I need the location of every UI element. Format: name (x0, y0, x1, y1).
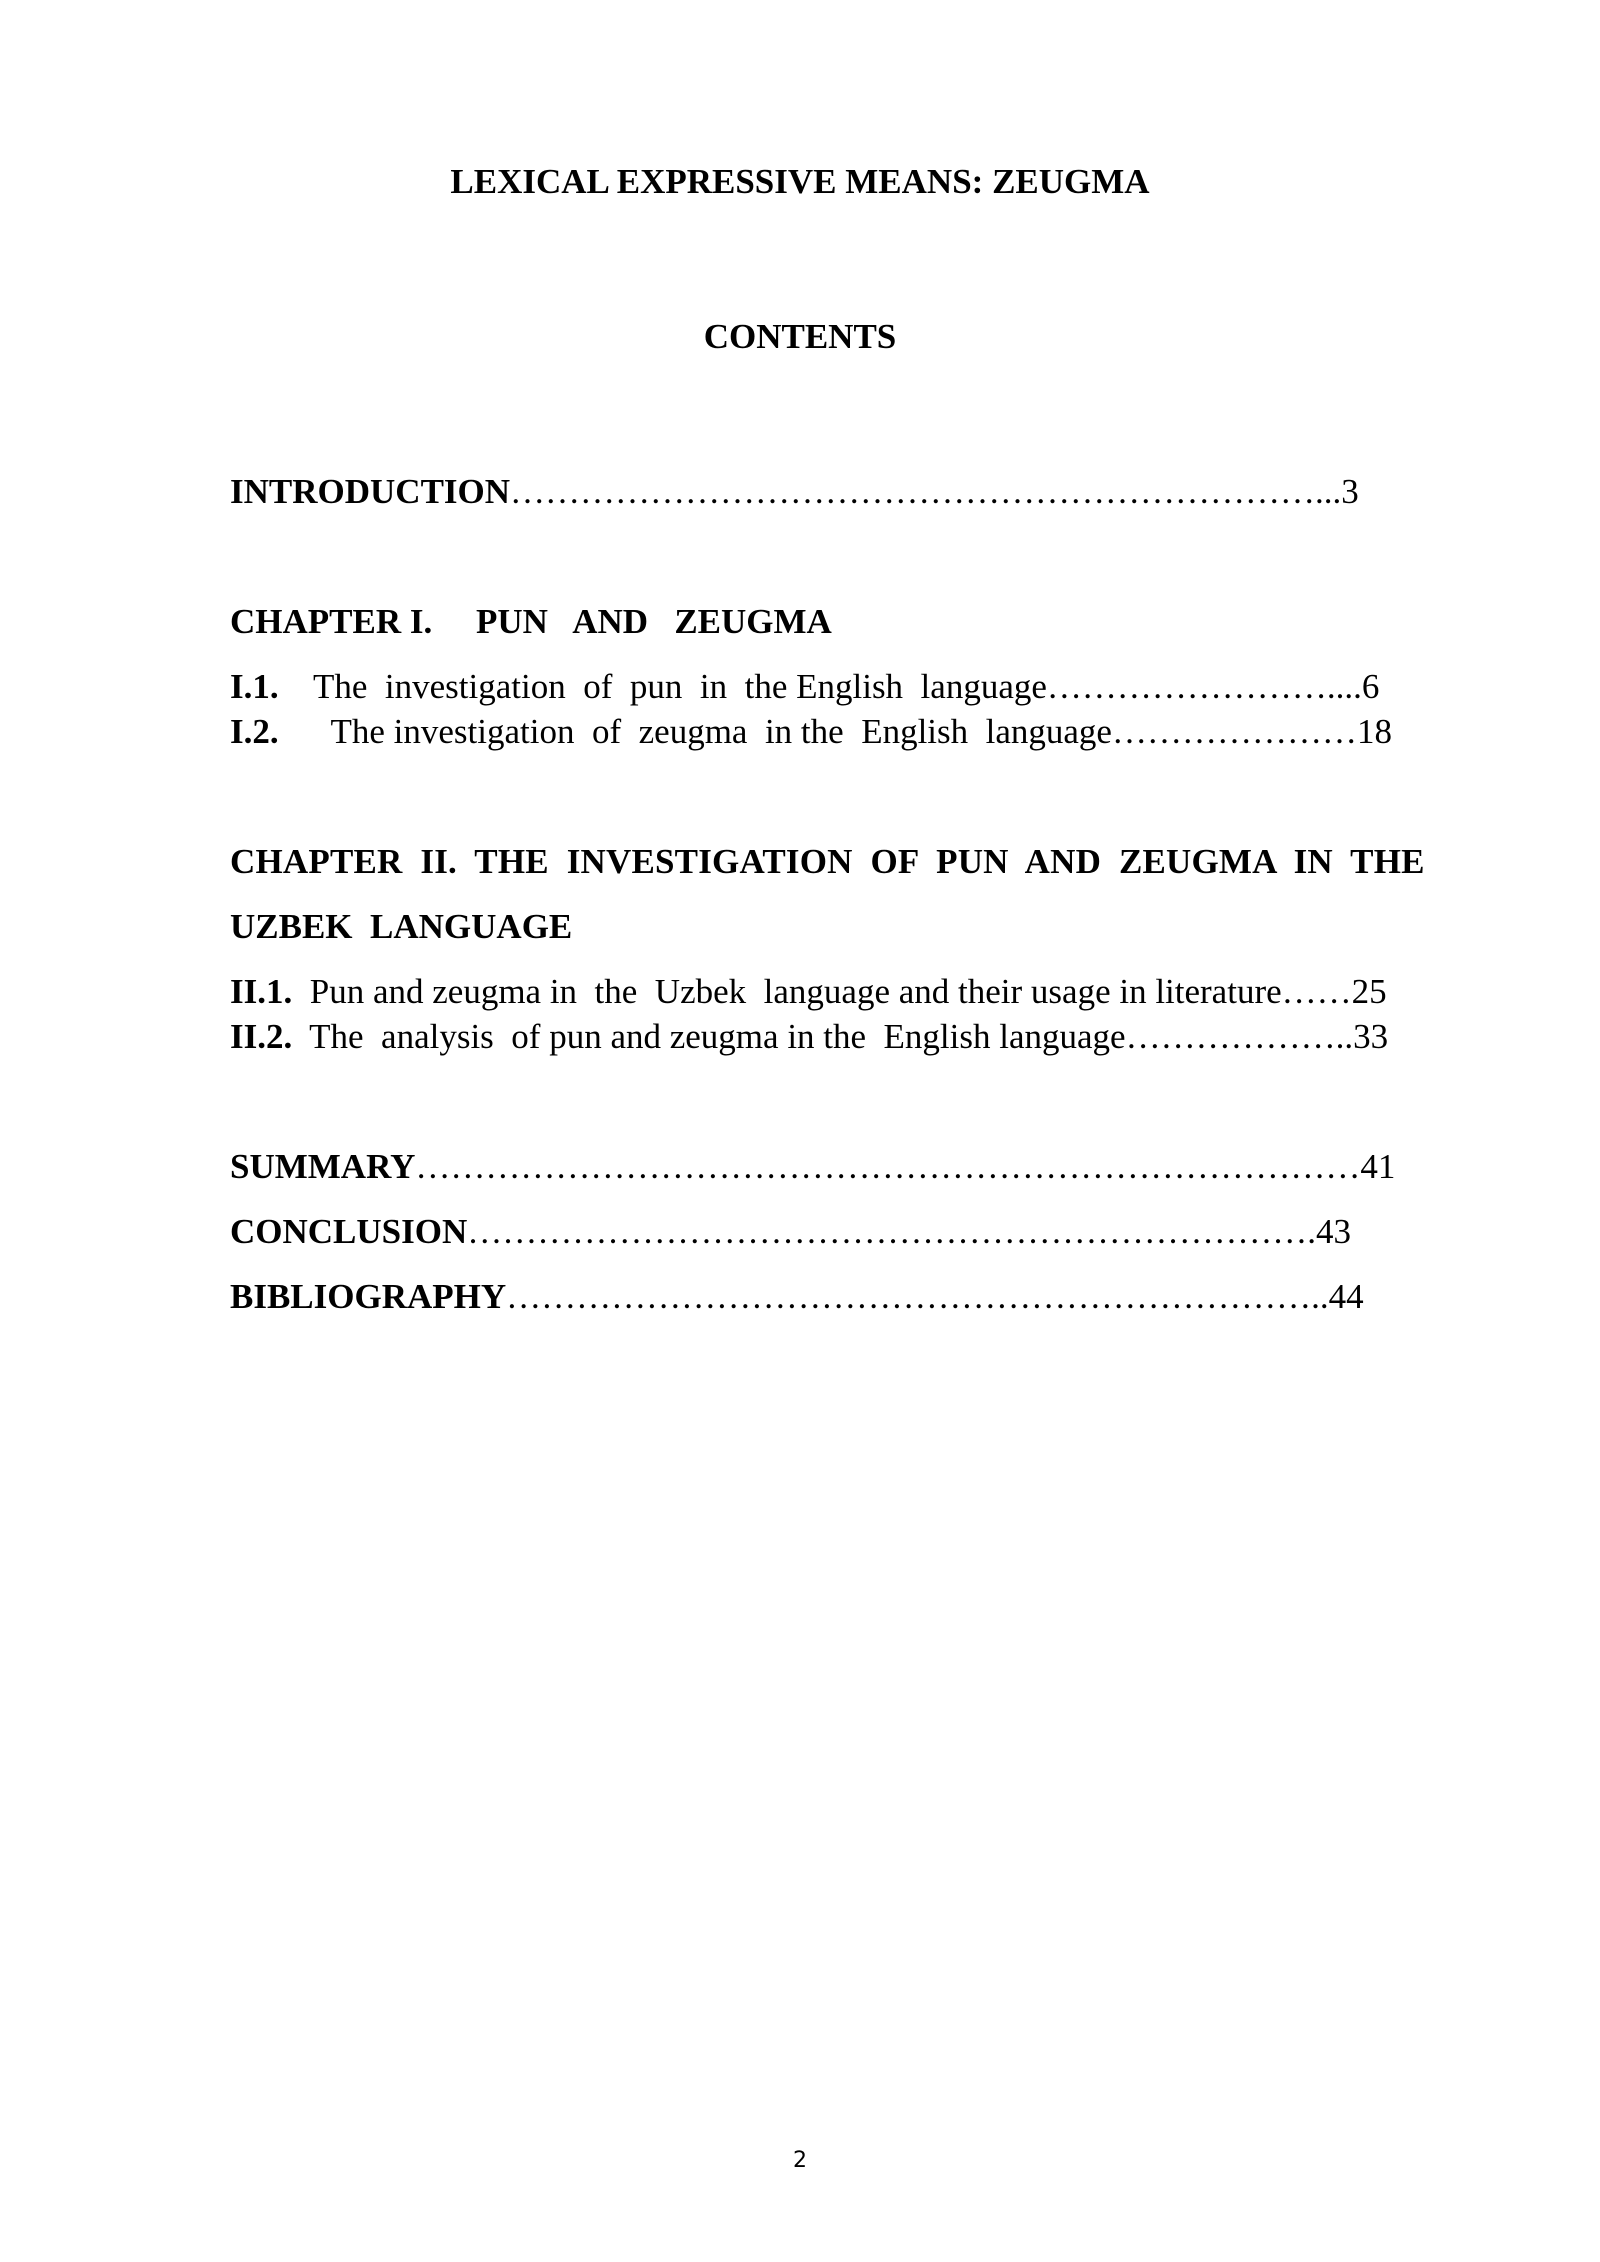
toc-number: II.2. (230, 1017, 293, 1056)
toc-page: 44 (1328, 1277, 1364, 1316)
toc-entry-summary[interactable] (230, 1145, 1395, 1189)
toc-page: 18 (1356, 712, 1392, 751)
toc-entry-1-2[interactable] (230, 710, 1392, 754)
toc-page: 3 (1341, 472, 1359, 511)
toc-page: 43 (1316, 1212, 1352, 1251)
toc-entry-introduction[interactable] (230, 470, 1359, 514)
toc-chapter-label: CHAPTER I. (230, 602, 433, 641)
toc-text: Pun and zeugma in the Uzbek language and their usage in literature (309, 972, 1282, 1011)
toc-label: CONCLUSION (230, 1212, 468, 1251)
toc-entry-conclusion[interactable] (230, 1210, 1351, 1254)
toc-leader: …………………….... (1046, 667, 1362, 706)
toc-text: The investigation of zeugma in the English language (330, 712, 1112, 751)
toc-text: The analysis of pun and zeugma in the English language (309, 1017, 1126, 1056)
toc-number: I.1. (230, 667, 279, 706)
toc-entry-1-1[interactable] (230, 665, 1379, 709)
toc-leader: ………………………………………………………………. (467, 1212, 1317, 1251)
toc-number: I.2. (230, 712, 279, 751)
toc-label: SUMMARY (230, 1147, 416, 1186)
toc-chapter-2-heading-line-1[interactable]: CHAPTER II. THE INVESTIGATION OF PUN AND ZEUGMA IN THE (230, 842, 1425, 881)
toc-entry-bibliography[interactable] (230, 1275, 1364, 1319)
toc-leader: …… (1281, 972, 1352, 1011)
toc-entry-2-1[interactable] (230, 970, 1387, 1014)
toc-leader: ………………… (1111, 712, 1357, 751)
toc-chapter-2-heading-line-2[interactable]: UZBEK LANGUAGE (230, 907, 573, 946)
toc-leader: …………………………………………………………….. (506, 1277, 1329, 1316)
document-title: LEXICAL EXPRESSIVE MEANS: ZEUGMA (450, 162, 1150, 201)
toc-page: 33 (1353, 1017, 1389, 1056)
toc-chapter-title: PUN AND ZEUGMA (476, 602, 832, 641)
toc-chapter-1-heading[interactable] (230, 600, 832, 644)
toc-leader: ……………………………………………………………………… (415, 1147, 1361, 1186)
contents-heading: CONTENTS (703, 317, 897, 356)
toc-text: The investigation of pun in the English language (313, 667, 1047, 706)
toc-leader: ……………….. (1125, 1017, 1354, 1056)
toc-number: II.1. (230, 972, 293, 1011)
toc-page: 41 (1360, 1147, 1396, 1186)
toc-leader: ……………………………………………………………... (510, 472, 1342, 511)
toc-page: 6 (1361, 667, 1380, 706)
toc-page: 25 (1351, 972, 1387, 1011)
toc-entry-2-2[interactable] (230, 1015, 1388, 1059)
toc-label: INTRODUCTION (230, 472, 511, 511)
page-number: 2 (793, 2148, 807, 2173)
toc-label: BIBLIOGRAPHY (230, 1277, 507, 1316)
